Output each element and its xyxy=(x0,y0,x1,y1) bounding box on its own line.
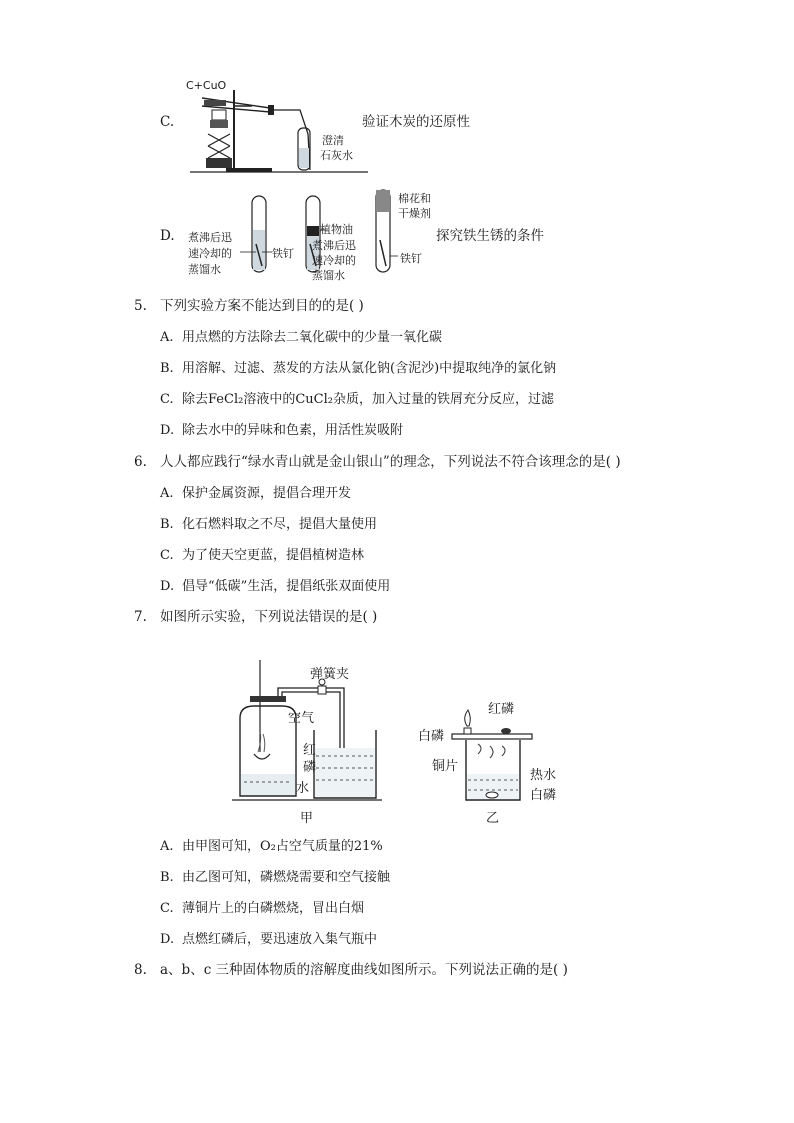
clamp-label: 弹簧夹 xyxy=(310,667,350,682)
option-text: 薄铜片上的白磷燃烧，冒出白烟 xyxy=(182,901,365,916)
option-text: 由甲图可知，O₂占空气质量的21% xyxy=(182,839,383,854)
limewater-label: 石灰水 xyxy=(320,149,353,162)
option-letter: D. xyxy=(160,932,175,947)
option-text: 倡导“低碳”生活，提倡纸张双面使用 xyxy=(182,579,391,594)
option-text: 保护金属资源，提倡合理开发 xyxy=(182,486,352,501)
option-letter: A. xyxy=(160,330,174,345)
cotton-label: 干燥剂 xyxy=(398,207,431,220)
option-text: 除去FeCl₂溶液中的CuCl₂杂质，加入过量的铁屑充分反应，过滤 xyxy=(182,392,554,407)
water-label: 水 xyxy=(296,781,310,796)
option-text: 化石燃料取之不尽，提倡大量使用 xyxy=(182,517,378,532)
option-letter: D. xyxy=(160,228,175,244)
question-number: 6. xyxy=(134,454,147,470)
option-text: 用点燃的方法除去二氧化碳中的少量一氧化碳 xyxy=(182,330,443,345)
tube-label: 煮沸后迅 xyxy=(312,239,356,252)
option-letter: C. xyxy=(160,392,174,407)
option-text: 点燃红磷后，要迅速放入集气瓶中 xyxy=(182,932,378,947)
option-text: 除去水中的异味和色素，用活性炭吸附 xyxy=(182,423,404,438)
option-letter: C. xyxy=(160,114,175,130)
tube-label: 速冷却的 xyxy=(188,247,232,260)
question-stem: 如图所示实验，下列说法错误的是( ) xyxy=(160,609,378,625)
question-stem: 下列实验方案不能达到目的的是( ) xyxy=(160,298,364,314)
question-number: 5. xyxy=(134,298,147,314)
option-letter: B. xyxy=(160,361,174,376)
nail-label: 铁钉 xyxy=(400,252,422,265)
option-text: 为了使天空更蓝，提倡植树造林 xyxy=(182,548,365,563)
reactant-formula: C+CuO xyxy=(186,79,227,92)
option-caption: 探究铁生锈的条件 xyxy=(436,228,544,244)
tube-label: 蒸馏水 xyxy=(312,269,345,282)
figure-jia-caption: 甲 xyxy=(300,811,314,826)
option-letter: A. xyxy=(160,486,174,501)
red-phosphorus-label: 红磷 xyxy=(488,702,515,717)
tube-label: 煮沸后迅 xyxy=(188,231,232,244)
question-stem: 人人都应践行“绿水青山就是金山银山”的理念，下列说法不符合该理念的是( ) xyxy=(160,454,621,470)
white-phosphorus-label: 白磷 xyxy=(418,729,445,744)
figure-yi-caption: 乙 xyxy=(486,811,500,826)
option-letter: C. xyxy=(160,548,174,563)
question-stem: a、b、c 三种固体物质的溶解度曲线如图所示。下列说法正确的是( ) xyxy=(160,962,568,978)
tube-label: 速冷却的 xyxy=(312,254,356,267)
nail-label: 铁钉 xyxy=(272,247,294,260)
option-letter: B. xyxy=(160,517,174,532)
cotton-label: 棉花和 xyxy=(398,192,431,205)
question-number: 8. xyxy=(134,962,147,978)
hot-water-label: 热水 xyxy=(530,768,557,783)
red-phosphorus-label: 红 xyxy=(303,743,317,758)
limewater-label: 澄清 xyxy=(322,134,344,147)
option-letter: D. xyxy=(160,579,175,594)
air-label: 空气 xyxy=(288,711,315,726)
oil-label: 植物油 xyxy=(320,223,353,236)
option-letter: D. xyxy=(160,423,175,438)
option-letter: B. xyxy=(160,870,174,885)
copper-plate-label: 铜片 xyxy=(432,759,459,774)
option-letter: A. xyxy=(160,839,174,854)
option-text: 用溶解、过滤、蒸发的方法从氯化钠(含泥沙)中提取纯净的氯化钠 xyxy=(182,361,557,376)
option-letter: C. xyxy=(160,901,174,916)
option-caption: 验证木炭的还原性 xyxy=(362,114,470,130)
option-text: 由乙图可知，磷燃烧需要和空气接触 xyxy=(182,870,391,885)
red-phosphorus-label: 磷 xyxy=(303,760,317,775)
question-number: 7. xyxy=(134,609,147,625)
white-phosphorus-label: 白磷 xyxy=(530,788,557,803)
tube-label: 蒸馏水 xyxy=(188,263,221,276)
